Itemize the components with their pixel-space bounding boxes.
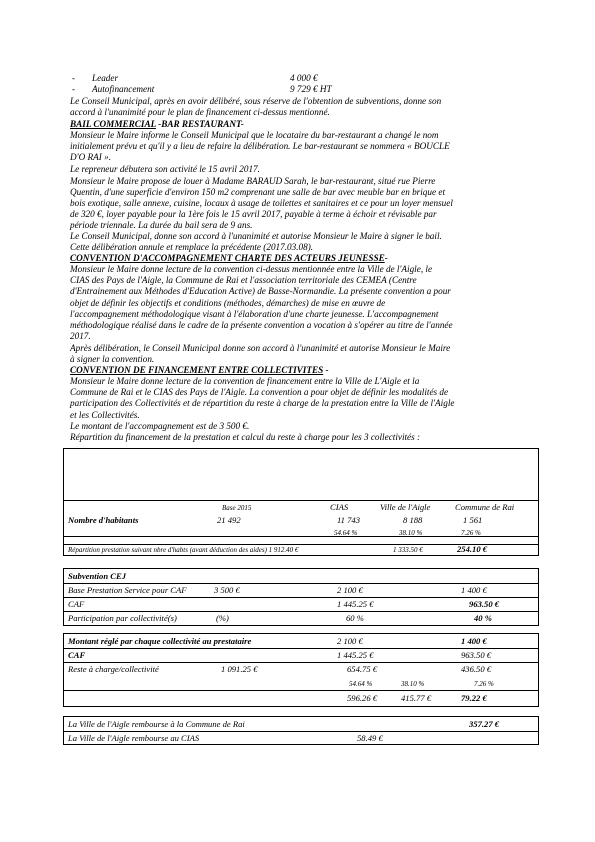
montant-cias: 2 100 € bbox=[337, 636, 363, 646]
paragraph-line: Cette délibération annule et remplace la précédente (2017.03.08). bbox=[70, 242, 314, 252]
table-remboursement bbox=[63, 716, 539, 745]
habitants-base: 21 492 bbox=[217, 515, 241, 525]
pct3-rai: 7.26 % bbox=[474, 680, 494, 688]
paragraph-line: initialement prévu et qu'il y a lieu de refaire la délibération. Le bar-restaurant se nommera « BOUCLE bbox=[70, 141, 450, 151]
paragraph-line: D'O RAI ». bbox=[70, 152, 112, 162]
table-row-divider bbox=[64, 611, 538, 612]
paragraph-line: Quentin, d'une superficie d'environ 150 m2 comprenant une salle de bar avec meuble bar en brique et bbox=[70, 187, 445, 197]
pct-cias: 54.64 % bbox=[334, 529, 358, 537]
section-heading-jeunesse: CONVENTION D'ACCOMPAGNEMENT CHARTE DES ACTEURS JEUNESSE- bbox=[70, 253, 388, 263]
table-row-divider bbox=[64, 662, 538, 663]
paragraph-line: Le Conseil Municipal, après en avoir délibéré, sous réserve de l'obtention de subventions, donne son bbox=[70, 96, 442, 106]
paragraph-line: méthodologique réalisé dans le cadre de la présente convention a vocation à s'opérer au titre de l'année bbox=[70, 320, 453, 330]
paragraph-line: Le repreneur débutera son activité le 15 avril 2017. bbox=[70, 164, 260, 174]
final-cias: 596.26 € bbox=[347, 693, 378, 703]
subvention-title: Subvention CEJ bbox=[68, 571, 127, 581]
section-heading-bail: BAIL COMMERCIAL -BAR RESTAURANT- bbox=[70, 119, 244, 129]
paragraph-line: bois exotique, salle annexe, cuisine, locaux à usage de toilettes et sanitaires et ce pour un loyer mensuel bbox=[70, 198, 453, 208]
table-habitants bbox=[63, 448, 539, 556]
habitants-rai: 1 561 bbox=[463, 515, 483, 525]
paragraph-line: Le Conseil Municipal, donne son accord à l'unanimité et autorise Monsieur le Maire à signer le bail. bbox=[70, 231, 442, 241]
rembourse-rai-label: La Ville de l'Aigle rembourse à la Commune de Rai bbox=[68, 719, 245, 729]
table-row-divider bbox=[64, 648, 538, 649]
paragraph-line: période triennale. La durée du bail sera de 9 ans. bbox=[70, 220, 253, 230]
paragraph-line: CIAS des Pays de l'Aigle, la Commune de Rai et l'association territoriale des CEMEA (Centre bbox=[70, 275, 417, 285]
base-total: 3 500 € bbox=[214, 585, 240, 595]
repartition-rai: 254.10 € bbox=[457, 544, 488, 554]
table-row-divider bbox=[64, 500, 538, 501]
paragraph-line: Monsieur le Maire donne lecture de la convention de financement entre la Ville de L'Aigle et la bbox=[70, 376, 420, 386]
table-subvention-cej bbox=[63, 568, 539, 626]
participation-cias: 60 % bbox=[346, 613, 364, 623]
table-row-divider bbox=[64, 731, 538, 732]
col-header-rai: Commune de Rai bbox=[455, 502, 515, 512]
participation-label: Participation par collectivité(s) bbox=[68, 613, 177, 623]
habitants-cias: 11 743 bbox=[337, 515, 360, 525]
paragraph-line: Monsieur le Maire donne lecture de la convention ci-dessus mentionnée entre la Ville de l'Aigle, le bbox=[70, 264, 433, 274]
rembourse-cias-value: 58.49 € bbox=[357, 733, 383, 743]
rembourse-cias-label: La Ville de l'Aigle rembourse au CIAS bbox=[68, 733, 200, 743]
paragraph-line: et les Collectivités. bbox=[70, 410, 140, 420]
final-rai: 79.22 € bbox=[461, 693, 487, 703]
caf3-rai: 963.50 € bbox=[461, 650, 492, 660]
paragraph-line: Monsieur le Maire propose de louer à Madame BARAUD Sarah, le bar-restaurant, situé rue Pierre bbox=[70, 176, 436, 186]
list-dash: - bbox=[72, 73, 76, 83]
repartition-ville: 1 333.50 € bbox=[393, 546, 423, 554]
paragraph-line: objet de définir les objectifs et conditions (méthodes, démarches) de mise en œuvre de bbox=[70, 298, 386, 308]
rembourse-rai-value: 357.27 € bbox=[469, 719, 500, 729]
repartition-label: Répartition prestation suivant nbre d'habts (avant déduction des aides) 1 912.40 € bbox=[68, 546, 299, 554]
caf-label: CAF bbox=[68, 599, 85, 609]
habitants-label: Nombre d'habitants bbox=[68, 515, 139, 525]
final-ville: 415.77 € bbox=[401, 693, 432, 703]
reste-label: Reste à charge/collectivité bbox=[68, 664, 159, 674]
caf3-label: CAF bbox=[68, 650, 86, 660]
table-montant-regle bbox=[63, 633, 539, 707]
paragraph-line: à signer la convention. bbox=[70, 354, 155, 364]
list-item-label: Leader bbox=[92, 73, 119, 83]
pct3-ville: 38.10 % bbox=[401, 680, 425, 688]
paragraph-line: participation des Collectivités et de répartition du reste à charge de la prestation entre la Ville de l'Aigle bbox=[70, 398, 455, 408]
habitants-ville: 8 188 bbox=[403, 515, 423, 525]
col-header-ville: Ville de l'Aigle bbox=[380, 502, 431, 512]
list-item-label: Autofinancement bbox=[92, 84, 155, 94]
base-label: Base Prestation Service pour CAF bbox=[68, 585, 187, 595]
participation-rai: 40 % bbox=[474, 613, 492, 623]
paragraph-line: Le montant de l'accompagnement est de 3 500 €. bbox=[70, 421, 250, 431]
montant-rai: 1 400 € bbox=[461, 636, 487, 646]
paragraph-line: Commune de Rai et le CIAS des Pays de l'Aigle. La convention a pour objet de définir les modalités de bbox=[70, 387, 449, 397]
reste-total: 1 091.25 € bbox=[221, 664, 258, 674]
paragraph-line: Après délibération, le Conseil Municipal donne son accord à l'unanimité et autorise Monsieur le Maire bbox=[70, 343, 451, 353]
pct-ville: 38.10 % bbox=[399, 529, 423, 537]
pct-rai: 7.26 % bbox=[461, 529, 481, 537]
table-row-divider bbox=[64, 597, 538, 598]
list-item-value: 9 729 € HT bbox=[290, 84, 332, 94]
caf-rai: 963.50 € bbox=[469, 599, 500, 609]
paragraph-line: accord à l'unanimité pour le plan de financement ci-dessus mentionné. bbox=[70, 107, 330, 117]
pct3-cias: 54.64 % bbox=[349, 680, 373, 688]
caf3-cias: 1 445.25 € bbox=[337, 650, 374, 660]
list-dash: - bbox=[72, 84, 76, 94]
paragraph-line: d'Entrainement aux Méthodes d'Education Active) de Basse-Normandie. La présente convention a pour bbox=[70, 286, 451, 296]
caf-cias: 1 445.25 € bbox=[337, 599, 374, 609]
paragraph-line: Répartition du financement de la prestation et calcul du reste à charge pour les 3 collectivités : bbox=[70, 432, 421, 442]
col-header-base: Base 2015 bbox=[222, 504, 252, 512]
base-cias: 2 100 € bbox=[337, 585, 363, 595]
paragraph-line: 2017. bbox=[70, 331, 91, 341]
reste-cias: 654.75 € bbox=[347, 664, 378, 674]
montant-label: Montant réglé par chaque collectivité au prestataire bbox=[68, 636, 252, 646]
table-row-divider bbox=[64, 690, 538, 691]
participation-unit: (%) bbox=[216, 613, 229, 623]
table-row-divider bbox=[64, 583, 538, 584]
list-item-value: 4 000 € bbox=[290, 73, 318, 83]
reste-rai: 436.50 € bbox=[461, 664, 492, 674]
paragraph-line: l'accompagnement méthodologique visant à l'élaboration d'une charte jeunesse. L'accompagnement bbox=[70, 309, 439, 319]
section-heading-financement: CONVENTION DE FINANCEMENT ENTRE COLLECTIVITES - bbox=[70, 365, 329, 375]
col-header-cias: CIAS bbox=[330, 502, 349, 512]
paragraph-line: de 320 €, loyer payable pour la 1ère fois le 15 avril 2017, payable à terme à échoir et révisable par bbox=[70, 209, 437, 219]
paragraph-line: Monsieur le Maire informe le Conseil Municipal que le locataire du bar-restaurant a changé le nom bbox=[70, 130, 439, 140]
base-rai: 1 400 € bbox=[461, 585, 487, 595]
